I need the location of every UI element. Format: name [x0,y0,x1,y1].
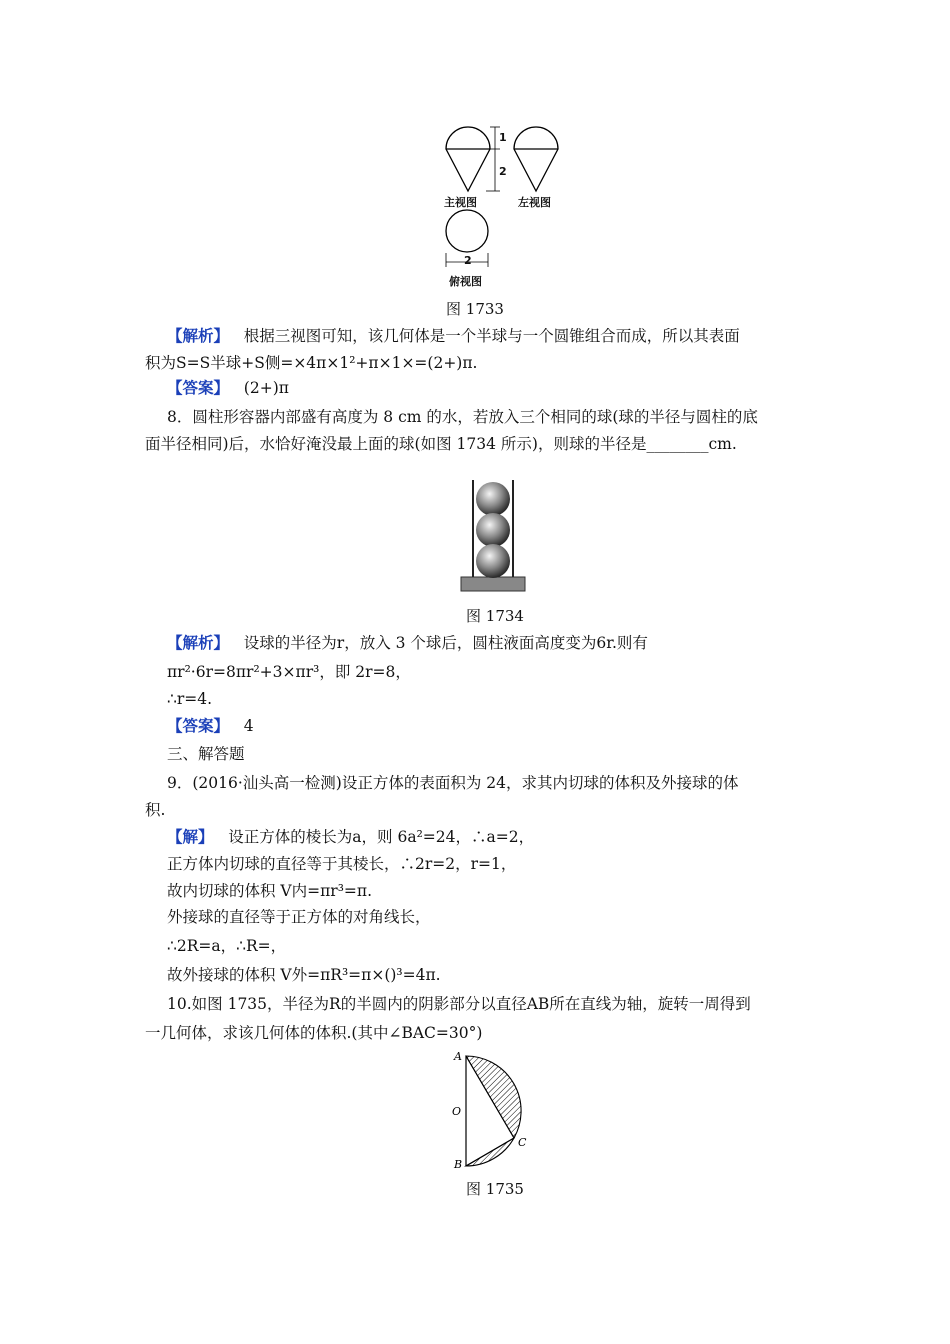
q7-analysis-line1: 【解析】 根据三视图可知，该几何体是一个半球与一个圆锥组合而成，所以其表面 [167,326,740,345]
q9-solution-line4: 外接球的直径等于正方体的对角线长， [167,908,431,926]
sphere-middle [476,513,510,547]
q9-solution-line3: 故内切球的体积 V内=πr³=π. [167,882,373,900]
q8-answer: 【答案】 4 [167,716,254,735]
q9-question-line1: 9．(2016·汕头高一检测)设正方体的表面积为 24，求其内切球的体积及外接球的体 [167,774,739,792]
q8-analysis-line3: ∴r=4. [167,690,213,708]
top-view-label: 俯视图 [449,275,482,288]
shaded-region-upper [466,1056,521,1138]
left-view-label: 左视图 [518,196,551,209]
sphere-top [476,482,510,516]
q8-question-line1: 8．圆柱形容器内部盛有高度为 8 cm 的水，若放入三个相同的球(球的半径与圆柱的底 [167,408,758,426]
q8-question-line2: 面半径相同)后，水恰好淹没最上面的球(如图 1734 所示)，则球的半径是________cm. [145,435,737,453]
point-B-label: B [454,1158,463,1170]
q8-analysis-line1: 【解析】 设球的半径为r，放入 3 个球后，圆柱液面高度变为6r.则有 [167,633,648,652]
figure-1733-caption: 图 1733 [446,300,504,318]
dim-label-2: 2 [499,165,507,178]
q10-question-line1: 10.如图 1735，半径为R的半圆内的阴影部分以直径AB所在直线为轴，旋转一周得到 [167,995,751,1013]
figure-1734-cylinder-spheres [460,478,526,594]
front-view-shape [446,127,490,191]
q8-analysis-line2: πr²·6r=8πr²+3×πr³，即 2r=8， [167,663,411,681]
q7-analysis-line2: 积为S=S半球+S侧=×4π×1²+π×1×=(2+)π. [145,354,478,372]
point-O-label: O [452,1105,462,1118]
figure-1735-caption: 图 1735 [466,1180,524,1198]
chord-BC [466,1138,514,1166]
sphere-bottom [476,544,510,578]
figure-1734-caption: 图 1734 [466,607,524,625]
q9-solution-line5: ∴2R=a，∴R=， [167,937,287,955]
dim-label-1: 1 [499,131,507,144]
dim-label-width: 2 [464,254,472,267]
q9-solution-line2: 正方体内切球的直径等于其棱长，∴2r=2，r=1， [167,855,517,873]
q9-solution-line1: 【解】 设正方体的棱长为a，则 6a²=24，∴a=2， [167,827,535,846]
front-view-label: 主视图 [444,196,477,209]
point-A-label: A [454,1050,462,1063]
q7-answer: 【答案】 (2+)π [167,378,289,397]
analysis-tag: 【解析】 [167,326,230,345]
q10-question-line2: 一几何体，求该几何体的体积.(其中∠BAC=30°) [145,1024,483,1042]
q9-question-line2: 积. [145,801,166,819]
left-view-shape [514,127,558,191]
section-heading: 三、解答题 [167,745,245,763]
point-C-label: C [518,1136,527,1149]
container-base [461,577,525,591]
figure-1735-semicircle [452,1050,542,1170]
q9-solution-line6: 故外接球的体积 V外=πR³=π×()³=4π. [167,966,441,984]
top-view-circle [446,210,488,252]
